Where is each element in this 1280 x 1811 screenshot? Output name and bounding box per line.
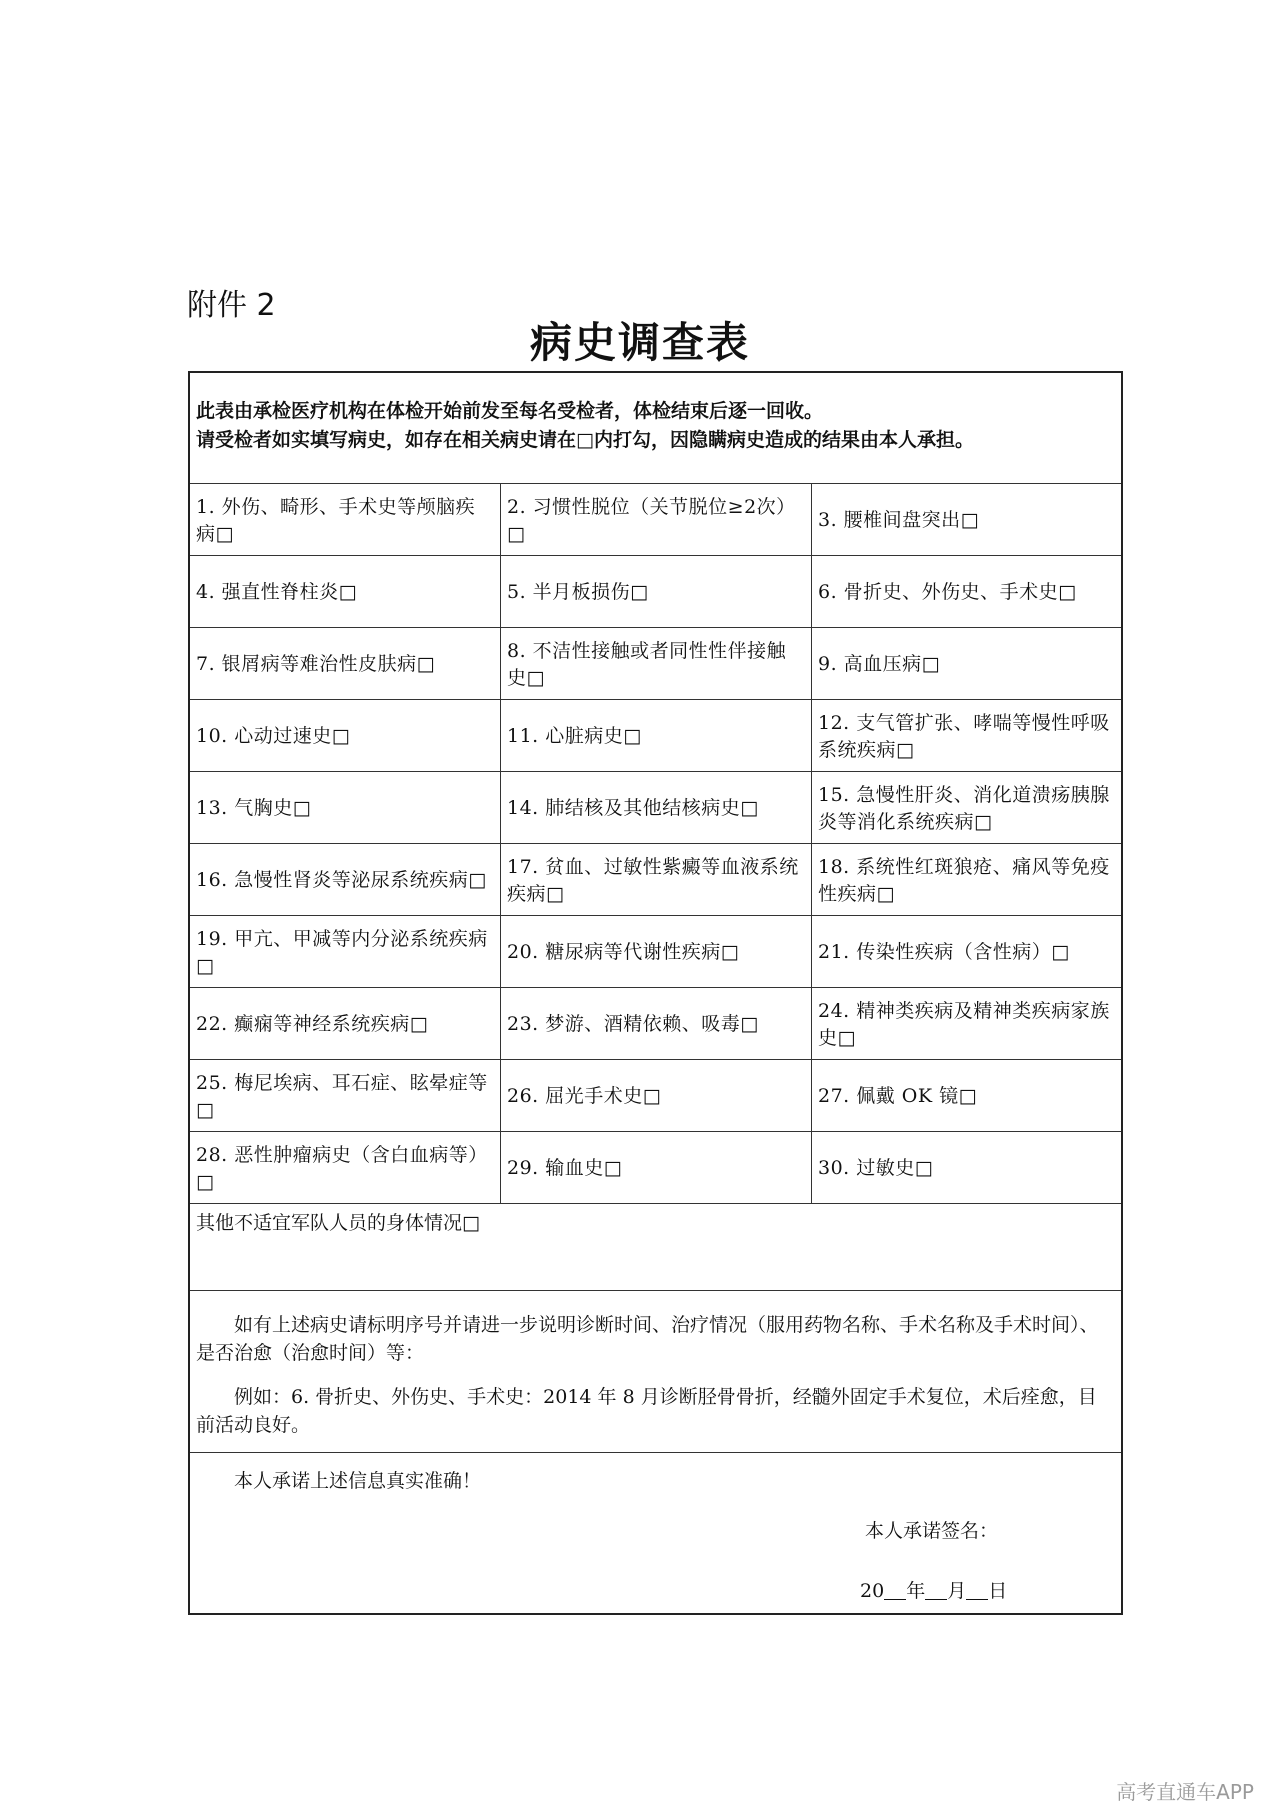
pledge-section xyxy=(190,1453,1121,1602)
checklist-row xyxy=(190,1060,1121,1132)
history-checklist xyxy=(190,484,1121,1204)
checklist-row xyxy=(190,628,1121,700)
checklist-row xyxy=(190,772,1121,844)
history-item-28[interactable]: 28. 恶性肿瘤病史（含白血病等）□ xyxy=(190,1132,501,1203)
history-item-6[interactable]: 6. 骨折史、外伤史、手术史□ xyxy=(818,581,1077,603)
history-item-15[interactable]: 15. 急慢性肝炎、消化道溃疡胰腺炎等消化系统疾病□ xyxy=(818,783,1110,833)
history-item-4[interactable]: 4. 强直性脊柱炎□ xyxy=(190,556,501,627)
app-watermark: 高考直通车APP xyxy=(1116,1780,1254,1804)
instruction-line-1: 此表由承检医疗机构在体检开始前发至每名受检者，体检结束后逐一回收。 xyxy=(196,400,824,422)
history-item-25[interactable]: 25. 梅尼埃病、耳石症、眩晕症等□ xyxy=(190,1060,501,1131)
history-item-3[interactable]: 3. 腰椎间盘突出□ xyxy=(818,509,980,531)
year-blank[interactable] xyxy=(884,1581,906,1600)
date-field[interactable]: 20 年 月 日 xyxy=(860,1580,1008,1602)
annex-label: 附件 2 xyxy=(187,288,276,323)
history-item-22[interactable]: 22. 癫痫等神经系统疾病□ xyxy=(190,988,501,1059)
history-item-27[interactable]: 27. 佩戴 OK 镜□ xyxy=(818,1085,978,1107)
history-item-16[interactable]: 16. 急慢性肾炎等泌尿系统疾病□ xyxy=(190,844,501,915)
other-conditions-field[interactable] xyxy=(190,1204,1121,1291)
history-item-11[interactable]: 11. 心脏病史□ xyxy=(501,700,812,771)
history-item-5[interactable]: 5. 半月板损伤□ xyxy=(501,556,812,627)
history-item-10[interactable]: 10. 心动过速史□ xyxy=(190,700,501,771)
day-blank[interactable] xyxy=(966,1581,988,1600)
history-item-20[interactable]: 20. 糖尿病等代谢性疾病□ xyxy=(501,916,812,987)
checklist-row xyxy=(190,700,1121,772)
checklist-row xyxy=(190,484,1121,556)
history-item-23[interactable]: 23. 梦游、酒精依赖、吸毒□ xyxy=(501,988,812,1059)
history-item-12[interactable]: 12. 支气管扩张、哮喘等慢性呼吸系统疾病□ xyxy=(818,711,1110,761)
history-item-24[interactable]: 24. 精神类疾病及精神类疾病家族史□ xyxy=(818,999,1110,1049)
history-item-14[interactable]: 14. 肺结核及其他结核病史□ xyxy=(501,772,812,843)
details-instruction: 如有上述病史请标明序号并请进一步说明诊断时间、治疗情况（服用药物名称、手术名称及手术时间）、是否治愈（治愈时间）等： xyxy=(196,1314,1099,1364)
history-item-26[interactable]: 26. 屈光手术史□ xyxy=(501,1060,812,1131)
history-item-19[interactable]: 19. 甲亢、甲减等内分泌系统疾病□ xyxy=(190,916,501,987)
checklist-row xyxy=(190,988,1121,1060)
history-item-21[interactable]: 21. 传染性疾病（含性病）□ xyxy=(818,941,1070,963)
history-item-8[interactable]: 8. 不洁性接触或者同性性伴接触史□ xyxy=(501,628,812,699)
history-item-30[interactable]: 30. 过敏史□ xyxy=(818,1157,934,1179)
history-item-13[interactable]: 13. 气胸史□ xyxy=(190,772,501,843)
history-item-2[interactable]: 2. 习惯性脱位（关节脱位≥2次）□ xyxy=(501,484,812,555)
history-item-7[interactable]: 7. 银屑病等难治性皮肤病□ xyxy=(190,628,501,699)
details-example: 例如：6. 骨折史、外伤史、手术史：2014 年 8 月诊断胫骨骨折，经髓外固定手术复位，术后痊愈，目前活动良好。 xyxy=(196,1386,1097,1436)
pledge-statement: 本人承诺上述信息真实准确！ xyxy=(234,1470,482,1492)
instruction-line-2: 请受检者如实填写病史，如存在相关病史请在□内打勾，因隐瞒病史造成的结果由本人承担。 xyxy=(196,429,974,451)
checklist-row xyxy=(190,844,1121,916)
medical-history-form xyxy=(188,371,1123,1615)
signature-label: 本人承诺签名： xyxy=(865,1520,999,1542)
history-item-9[interactable]: 9. 高血压病□ xyxy=(818,653,941,675)
form-instructions xyxy=(190,373,1121,484)
checklist-row xyxy=(190,1132,1121,1204)
checklist-row xyxy=(190,916,1121,988)
signature-field[interactable] xyxy=(865,1517,998,1545)
history-item-18[interactable]: 18. 系统性红斑狼疮、痛风等免疫性疾病□ xyxy=(818,855,1110,905)
other-conditions-label: 其他不适宜军队人员的身体情况□ xyxy=(196,1212,480,1234)
history-item-29[interactable]: 29. 输血史□ xyxy=(501,1132,812,1203)
history-item-1[interactable]: 1. 外伤、畸形、手术史等颅脑疾病□ xyxy=(190,484,501,555)
history-item-17[interactable]: 17. 贫血、过敏性紫癜等血液系统疾病□ xyxy=(501,844,812,915)
month-blank[interactable] xyxy=(925,1581,947,1600)
history-details-field[interactable] xyxy=(190,1291,1121,1453)
checklist-row xyxy=(190,556,1121,628)
form-title: 病史调查表 xyxy=(529,318,750,367)
